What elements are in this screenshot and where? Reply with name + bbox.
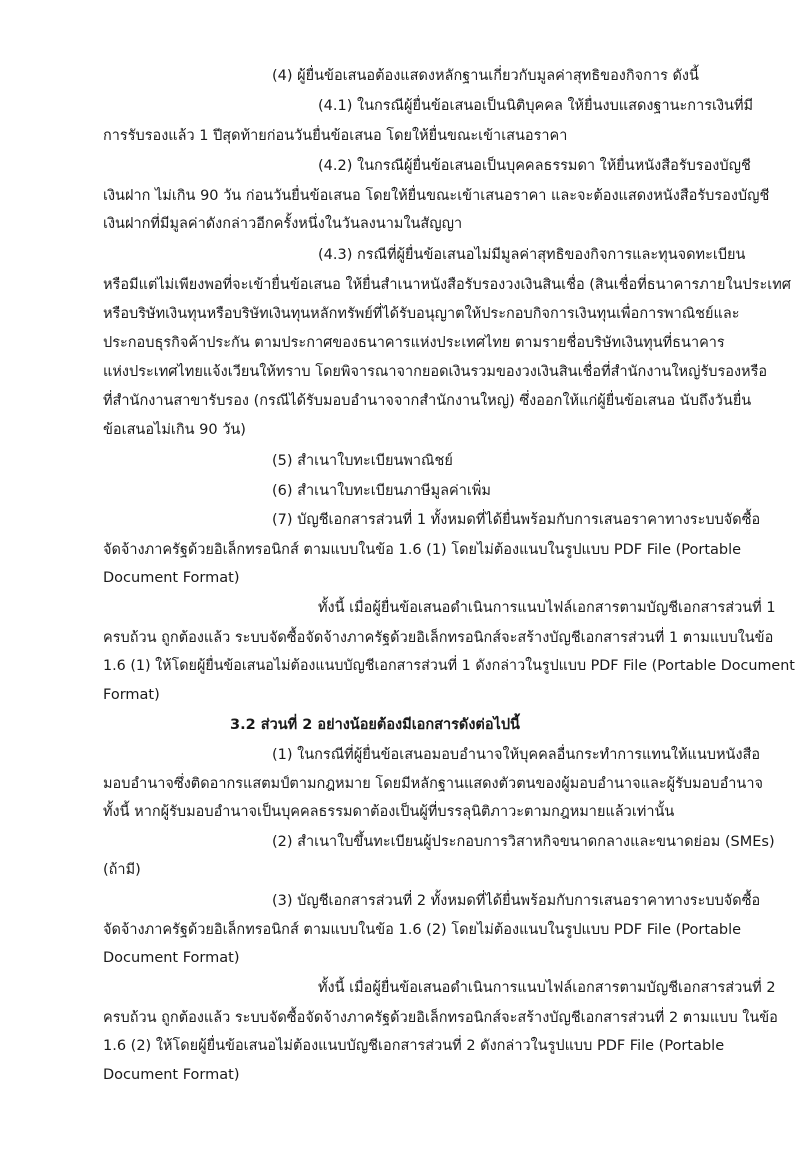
item-5: (5) สำเนาใบทะเบียนพาณิชย์ xyxy=(272,453,453,469)
item-3-2-1-line-2: มอบอำนาจซึ่งติดอากรแสตมป์ตามกฎหมาย โดยมีหลักฐานแสดงตัวตนของผู้มอบอำนาจและผู้รับมอบอำนาจ xyxy=(103,776,763,792)
item-3-2-3-line-2: จัดจ้างภาครัฐด้วยอิเล็กทรอนิกส์ ตามแบบในข้อ 1.6 (2) โดยไม่ต้องแนบในรูปแบบ PDF File (Portable xyxy=(103,922,742,938)
item-4-3-line-1: (4.3) กรณีที่ผู้ยื่นข้อเสนอไม่มีมูลค่าสุทธิของกิจการและทุนจดทะเบียน xyxy=(318,247,746,263)
item-4-2-line-1: (4.2) ในกรณีผู้ยื่นข้อเสนอเป็นบุคคลธรรมดา ให้ยื่นหนังสือรับรองบัญชี xyxy=(318,158,751,174)
item-4-3-line-6: ที่สำนักงานสาขารับรอง (กรณีได้รับมอบอำนาจจากสำนักงานใหญ่) ซึ่งออกให้แก่ผู้ยื่นข้อเสนอ นับถึงวันยื่น xyxy=(103,393,752,409)
note-1-line-1: ทั้งนี้ เมื่อผู้ยื่นข้อเสนอดำเนินการแนบไฟล์เอกสารตามบัญชีเอกสารส่วนที่ 1 xyxy=(318,600,776,616)
item-4-3-line-2: หรือมีแต่ไม่เพียงพอที่จะเข้ายื่นข้อเสนอ ให้ยื่นสำเนาหนังสือรับรองวงเงินสินเชื่อ (สินเชื่อที่ธนาคารภายในประเทศ xyxy=(103,277,791,293)
item-7-line-3: Document Format) xyxy=(103,570,240,586)
item-4-1-line-2: การรับรองแล้ว 1 ปีสุดท้ายก่อนวันยื่นข้อเสนอ โดยให้ยื่นขณะเข้าเสนอราคา xyxy=(103,128,568,144)
item-7-line-2: จัดจ้างภาครัฐด้วยอิเล็กทรอนิกส์ ตามแบบในข้อ 1.6 (1) โดยไม่ต้องแนบในรูปแบบ PDF File (Portable xyxy=(103,542,742,558)
item-4-3-line-4: ประกอบธุรกิจค้าประกัน ตามประกาศของธนาคารแห่งประเทศไทย ตามรายชื่อบริษัทเงินทุนที่ธนาคาร xyxy=(103,335,725,351)
item-4-3-line-7: ข้อเสนอไม่เกิน 90 วัน) xyxy=(103,422,246,438)
note-2-line-1: ทั้งนี้ เมื่อผู้ยื่นข้อเสนอดำเนินการแนบไฟล์เอกสารตามบัญชีเอกสารส่วนที่ 2 xyxy=(318,980,776,996)
note-1-line-4: Format) xyxy=(103,687,160,703)
item-3-2-2-line-1: (2) สำเนาใบขึ้นทะเบียนผู้ประกอบการวิสาหกิจขนาดกลางและขนาดย่อม (SMEs) xyxy=(272,834,775,850)
item-6: (6) สำเนาใบทะเบียนภาษีมูลค่าเพิ่ม xyxy=(272,483,491,499)
item-4-2-line-3: เงินฝากที่มีมูลค่าดังกล่าวอีกครั้งหนึ่งในวันลงนามในสัญญา xyxy=(103,216,463,232)
note-2-line-3: 1.6 (2) ให้โดยผู้ยื่นข้อเสนอไม่ต้องแนบบัญชีเอกสารส่วนที่ 2 ดังกล่าวในรูปแบบ PDF File (Portable xyxy=(103,1038,725,1054)
item-3-2-1-line-1: (1) ในกรณีที่ผู้ยื่นข้อเสนอมอบอำนาจให้บุคคลอื่นกระทำการแทนให้แนบหนังสือ xyxy=(272,747,761,763)
item-7-line-1: (7) บัญชีเอกสารส่วนที่ 1 ทั้งหมดที่ได้ยื่นพร้อมกับการเสนอราคาทางระบบจัดซื้อ xyxy=(272,512,761,528)
item-3-2-1-line-3: ทั้งนี้ หากผู้รับมอบอำนาจเป็นบุคคลธรรมดาต้องเป็นผู้ที่บรรลุนิติภาวะตามกฎหมายแล้วเท่านั้น xyxy=(103,804,675,820)
item-3-2-3-line-1: (3) บัญชีเอกสารส่วนที่ 2 ทั้งหมดที่ได้ยื่นพร้อมกับการเสนอราคาทางระบบจัดซื้อ xyxy=(272,893,761,909)
item-4-1-line-1: (4.1) ในกรณีผู้ยื่นข้อเสนอเป็นนิติบุคคล ให้ยื่นงบแสดงฐานะการเงินที่มี xyxy=(318,98,754,114)
item-4-3-line-5: แห่งประเทศไทยแจ้งเวียนให้ทราบ โดยพิจารณาจากยอดเงินรวมของวงเงินสินเชื่อที่สำนักงานใหญ่รับรองหรือ xyxy=(103,364,768,380)
item-3-2-3-line-3: Document Format) xyxy=(103,950,240,966)
section-3-2-heading: 3.2 ส่วนที่ 2 อย่างน้อยต้องมีเอกสารดังต่อไปนี้ xyxy=(230,717,520,733)
note-1-line-2: ครบถ้วน ถูกต้องแล้ว ระบบจัดซื้อจัดจ้างภาครัฐด้วยอิเล็กทรอนิกส์จะสร้างบัญชีเอกสารส่วนที่ 1 ตามแบบในข้อ xyxy=(103,630,774,646)
note-2-line-2: ครบถ้วน ถูกต้องแล้ว ระบบจัดซื้อจัดจ้างภาครัฐด้วยอิเล็กทรอนิกส์จะสร้างบัญชีเอกสารส่วนที่ 2 ตามแบบ ในข้อ xyxy=(103,1010,778,1026)
item-3-2-2-line-2: (ถ้ามี) xyxy=(103,862,141,878)
item-4-lead: (4) ผู้ยื่นข้อเสนอต้องแสดงหลักฐานเกี่ยวกับมูลค่าสุทธิของกิจการ ดังนี้ xyxy=(272,68,699,84)
note-2-line-4: Document Format) xyxy=(103,1067,240,1083)
item-4-3-line-3: หรือบริษัทเงินทุนหรือบริษัทเงินทุนหลักทรัพย์ที่ได้รับอนุญาตให้ประกอบกิจการเงินทุนเพื่อการพาณิชย์และ xyxy=(103,306,740,322)
note-1-line-3: 1.6 (1) ให้โดยผู้ยื่นข้อเสนอไม่ต้องแนบบัญชีเอกสารส่วนที่ 1 ดังกล่าวในรูปแบบ PDF File (Portable Document xyxy=(103,658,795,674)
item-4-2-line-2: เงินฝาก ไม่เกิน 90 วัน ก่อนวันยื่นข้อเสนอ โดยให้ยื่นขณะเข้าเสนอราคา และจะต้องแสดงหนังสือรับรองบัญชี xyxy=(103,188,770,204)
